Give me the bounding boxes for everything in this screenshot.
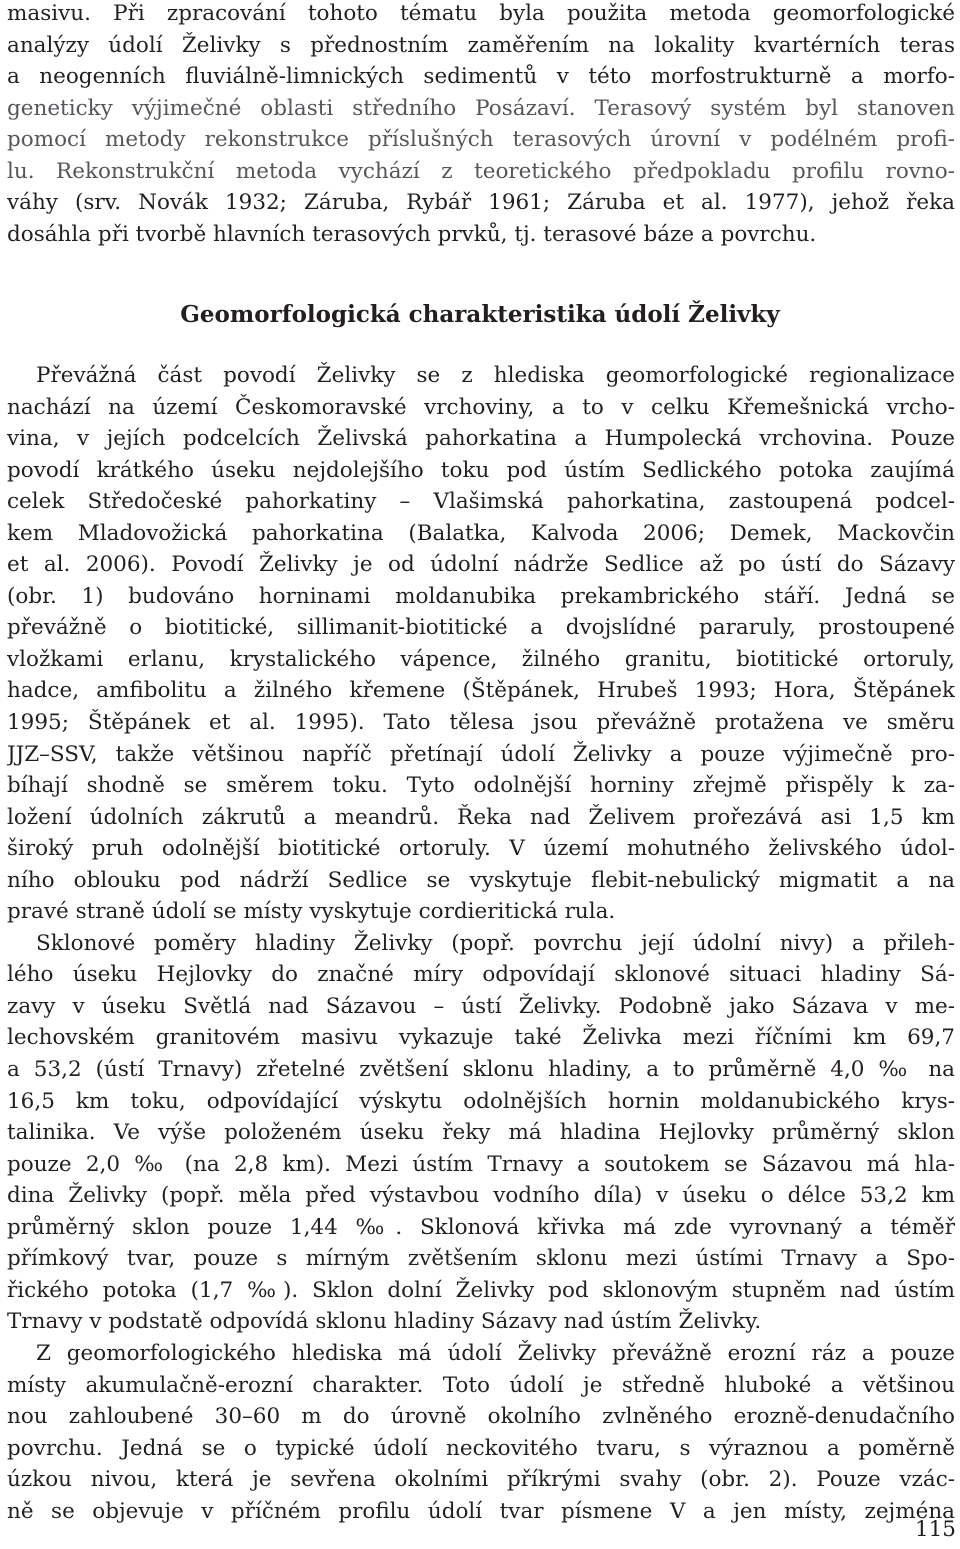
text-line: zavy v úseku Světlá nad Sázavou – ústí Želivky. Podobně jako Sázava v me- — [7, 993, 955, 1019]
text-line: (obr. 1) budováno horninami moldanubika prekambrického stáří. Jedná se — [7, 583, 955, 609]
text-line: talinika. Ve výše položeném úseku řeky má hladina Hejlovky průměrný sklon — [7, 1120, 955, 1146]
text-line: Z geomorfologického hlediska má údolí Želivky převážně erozní ráz a pouze — [36, 1340, 955, 1366]
text-line: průměrný sklon pouze 1,44 ‰. Sklonová křivka má zde vyrovnaný a téměř — [7, 1214, 955, 1240]
text-line: lechovském granitovém masivu vykazuje také Želivka mezi říčními km 69,7 — [7, 1025, 955, 1051]
text-line: úzkou nivou, která je sevřena okolními příkrými svahy (obr. 2). Pouze vzác- — [7, 1467, 955, 1493]
text-line: Trnavy v podstatě odpovídá sklonu hladiny Sázavy nad ústím Želivky. — [7, 1309, 762, 1335]
text-line: pouze 2,0 ‰ (na 2,8 km). Mezi ústím Trnavy a soutokem se Sázavou má hla- — [7, 1151, 955, 1177]
page-number: 115 — [914, 1517, 956, 1542]
text-line: a 53,2 (ústí Trnavy) zřetelné zvětšení sklonu hladiny, a to průměrně 4,0 ‰ na — [7, 1057, 955, 1083]
text-line: masivu. Při zpracování tohoto tématu byla použita metoda geomorfologické — [7, 1, 955, 26]
text-line: vložkami erlanu, krystalického vápence, žilného granitu, biotitické ortoruly, — [7, 646, 955, 672]
text-line: místy akumulačně-erozní charakter. Toto údolí je středně hluboké a většinou — [7, 1372, 955, 1398]
text-line: ně se objevuje v příčném profilu údolí tvar písmene V a jen místy, zejména — [7, 1498, 955, 1524]
text-line: řického potoka (1,7 ‰). Sklon dolní Želivky pod sklonovým stupněm nad ústím — [7, 1277, 955, 1303]
text-line: 1995; Štěpánek et al. 1995). Tato tělesa jsou převážně protažena ve směru — [7, 710, 955, 736]
text-line: hadce, amfibolitu a žilného křemene (Štěpánek, Hrubeš 1993; Hora, Štěpánek — [7, 678, 955, 704]
text-line: vina, v jejích podcelcích Želivská pahorkatina a Humpolecká vrchovina. Pouze — [7, 426, 955, 452]
text-line: analýzy údolí Želivky s přednostním zaměřením na lokality kvartérních teras — [7, 32, 955, 58]
text-line: a neogenních fluviálně-limnických sedimentů v této morfostrukturně a morfo- — [7, 64, 955, 90]
text-line: nachází na území Českomoravské vrchoviny, a to v celku Křemešnická vrcho- — [7, 394, 955, 420]
text-line: ložení údolních zákrutů a meandrů. Řeka nad Želivem prořezává asi 1,5 km — [7, 804, 955, 830]
text-line: přímkový tvar, pouze s mírným zvětšením sklonu mezi ústími Trnavy a Spo- — [7, 1246, 955, 1272]
text-line: bíhají shodně se směrem toku. Tyto odolnější horniny zřejmě přispěly k za- — [7, 773, 955, 799]
text-line: povodí krátkého úseku nejdolejšího toku pod ústím Sedlického potoka zaujímá — [7, 457, 955, 483]
text-line: povrchu. Jedná se o typické údolí neckovitého tvaru, s výraznou a poměrně — [7, 1435, 955, 1461]
text-line: dina Želivky (popř. měla před výstavbou vodního díla) v úseku o délce 53,2 km — [7, 1183, 955, 1209]
body-text — [7, 360, 955, 1527]
text-line: geneticky výjimečné oblasti středního Posázaví. Terasový systém byl stanoven — [7, 95, 955, 121]
text-line: nou zahloubené 30–60 m do úrovně okolního zvlněného erozně-denudačního — [7, 1404, 955, 1430]
text-line: dosáhla při tvorbě hlavních terasových prvků, tj. terasové báze a povrchu. — [7, 221, 817, 247]
text-line: JJZ–SSV, takže většinou napříč přetínají údolí Želivky a pouze výjimečně pro- — [7, 741, 955, 767]
text-line: et al. 2006). Povodí Želivky je od údolní nádrže Sedlice až po ústí do Sázavy — [7, 552, 955, 578]
text-line: Sklonové poměry hladiny Želivky (popř. povrchu její údolní nivy) a přileh- — [36, 930, 955, 956]
text-line: kem Mladovožická pahorkatina (Balatka, Kalvoda 2006; Demek, Mackovčin — [7, 520, 955, 546]
text-line: pomocí metody rekonstrukce příslušných terasových úrovní v podélném profi- — [7, 127, 955, 153]
text-line: široký pruh odolnější biotitické ortoruly. V území mohutného želivského údol- — [7, 836, 955, 862]
intro-paragraph — [7, 0, 955, 250]
section-heading: Geomorfologická charakteristika údolí Želivky — [180, 301, 780, 328]
text-line: Převážná část povodí Želivky se z hlediska geomorfologické regionalizace — [36, 363, 955, 388]
text-line: celek Středočeské pahorkatiny – Vlašimská pahorkatina, zastoupená podcel- — [7, 489, 955, 515]
text-line: lu. Rekonstrukční metoda vychází z teoretického předpokladu profilu rovno- — [7, 158, 955, 184]
text-line: váhy (srv. Novák 1932; Záruba, Rybář 1961; Záruba et al. 1977), jehož řeka — [7, 190, 955, 216]
text-line: pravé straně údolí se místy vyskytuje cordieritická rula. — [7, 899, 616, 925]
text-line: převážně o biotitické, sillimanit-biotitické a dvojslídné pararuly, prostoupené — [7, 615, 955, 641]
text-line: 16,5 km toku, odpovídající výskytu odolnějších hornin moldanubického krys- — [7, 1088, 955, 1114]
text-line: lého úseku Hejlovky do značné míry odpovídají sklonové situaci hladiny Sá- — [7, 962, 955, 988]
text-line: ního oblouku pod nádrží Sedlice se vyskytuje flebit-nebulický migmatit a na — [7, 867, 955, 893]
